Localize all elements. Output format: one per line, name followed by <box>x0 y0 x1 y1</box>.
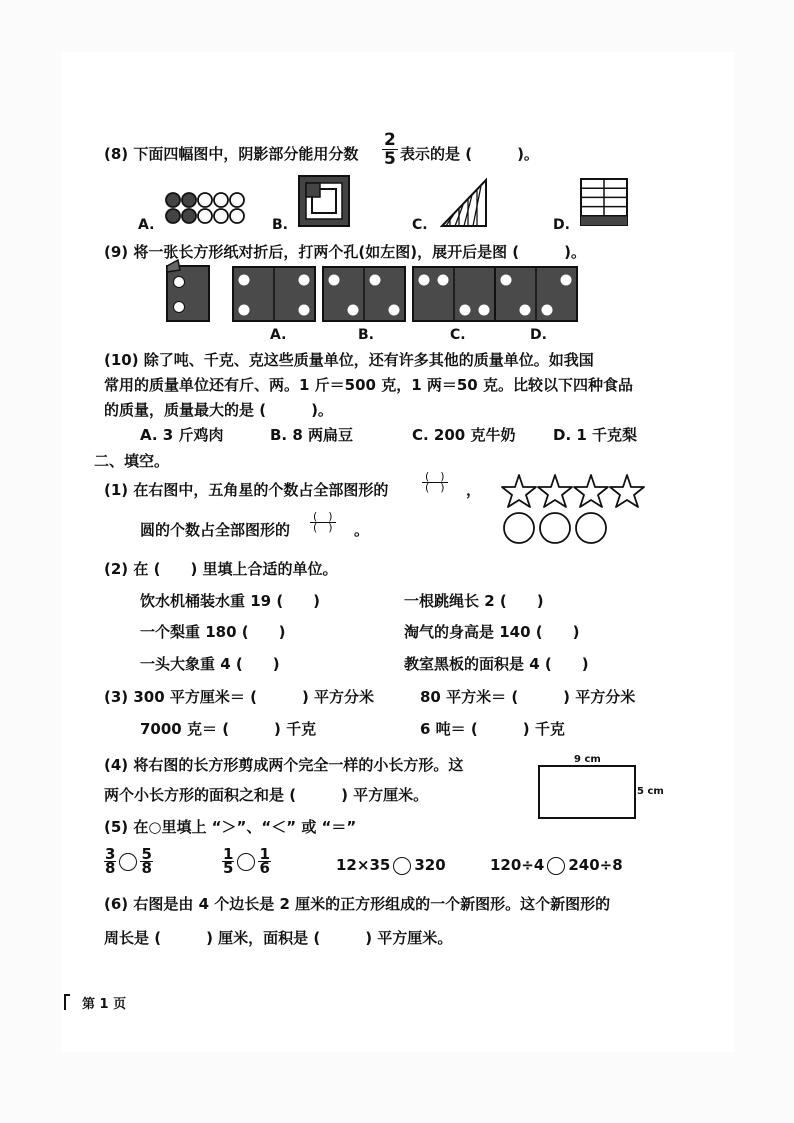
q8-text-a: (8) 下面四幅图中，阴影部分能用分数 <box>104 145 359 163</box>
f5-c1-right-denominator: 8 <box>141 859 152 877</box>
f5-c2-right-denominator: 6 <box>259 859 270 877</box>
q10-line2: 常用的质量单位还有斤、两。1 斤＝500 克，1 两＝50 克。比较以下四种食品 <box>104 376 633 394</box>
q9-option-a-label: A. <box>270 327 287 343</box>
star-icon <box>502 475 536 507</box>
circle-icon <box>576 513 606 543</box>
star-icon <box>538 475 572 507</box>
q8-option-b-label: B. <box>272 217 288 233</box>
star-icon <box>610 475 644 507</box>
f1-blank-denominator-1: ( ) <box>425 481 445 494</box>
f5-c1-left-numerator: 3 <box>105 845 116 863</box>
q9-text: (9) 将一张长方形纸对折后，打两个孔(如左图)，展开后是图 ( )。 <box>104 243 587 261</box>
f5-c2-blank-circle[interactable] <box>237 853 255 871</box>
f5-c2-left-denominator: 5 <box>223 859 234 877</box>
f5-title: (5) 在○里填上 “＞”、“＜” 或 “＝” <box>104 818 357 836</box>
q8-option-d-figure <box>580 178 628 226</box>
page-corner-mark <box>64 994 70 1010</box>
q9-option-c-label: C. <box>450 327 466 343</box>
q10-option-d: D. 1 千克梨 <box>553 426 638 444</box>
f1-blank-denominator-2: ( ) <box>313 521 333 534</box>
f6-line1: (6) 右图是由 4 个边长是 2 厘米的正方形组成的一个新图形。这个新图形的 <box>104 895 611 913</box>
q8-option-a-figure <box>165 192 245 226</box>
page-number: 第 1 页 <box>82 997 127 1012</box>
q8-option-a-label: A. <box>138 217 155 233</box>
star-icon <box>574 475 608 507</box>
f5-compare-2 <box>222 845 271 877</box>
f4-height-label: 5 cm <box>637 786 664 797</box>
q10-option-b: B. 8 两扁豆 <box>270 426 354 444</box>
f5-c3-blank-circle[interactable] <box>393 857 411 875</box>
q10-option-c: C. 200 克牛奶 <box>412 426 516 444</box>
f4-line1: (4) 将右图的长方形剪成两个完全一样的小长方形。这 <box>104 756 464 774</box>
f4-rectangle-figure <box>538 765 636 819</box>
f1-comma: ， <box>466 481 482 499</box>
f5-c3-right: 320 <box>414 856 446 874</box>
f5-c2-right-numerator: 1 <box>259 845 270 863</box>
q9-option-d-label: D. <box>530 327 547 343</box>
f3-item-a: (3) 300 平方厘米＝ ( ) 平方分米 <box>104 688 375 706</box>
f3-item-b: 80 平方米＝ ( ) 平方分米 <box>420 688 636 706</box>
f5-c1-left-denominator: 8 <box>105 859 116 877</box>
f1-shapes-figure <box>500 473 646 545</box>
f3-item-c: 7000 克＝ ( ) 千克 <box>140 720 317 738</box>
f1-blank-numerator-1: ( ) <box>422 472 448 483</box>
q9-folded-paper-figure <box>166 258 210 322</box>
f1-line1-text: (1) 在右图中，五角星的个数占全部图形的 <box>104 481 389 499</box>
f2-item-d: 淘气的身高是 140 ( ) <box>404 623 580 641</box>
q8-fraction-numerator: 2 <box>384 130 396 150</box>
q8-option-d-label: D. <box>553 217 570 233</box>
f2-title: (2) 在 ( ) 里填上合适的单位。 <box>104 560 338 578</box>
f2-item-e: 一头大象重 4 ( ) <box>140 655 280 673</box>
f5-c2-left-numerator: 1 <box>223 845 234 863</box>
q9-option-b-figure <box>322 266 406 322</box>
f1-period: 。 <box>354 521 370 539</box>
f3-item-d: 6 吨＝ ( ) 千克 <box>420 720 565 738</box>
f2-item-b: 一根跳绳长 2 ( ) <box>404 592 544 610</box>
f5-c4-right: 240÷8 <box>568 856 623 874</box>
q9-option-d-figure <box>494 266 578 322</box>
f5-compare-1 <box>104 845 153 877</box>
f2-item-f: 教室黑板的面积是 4 ( ) <box>404 655 589 673</box>
q8-option-c-label: C. <box>412 217 428 233</box>
f1-blank-numerator-2: ( ) <box>310 512 336 523</box>
q8-option-c-figure <box>440 178 490 228</box>
f1-blank-fraction-2 <box>310 512 336 533</box>
f4-line2: 两个小长方形的面积之和是 ( ) 平方厘米。 <box>104 786 429 804</box>
f1-line2-text: 圆的个数占全部图形的 <box>140 521 291 539</box>
q9-option-b-label: B. <box>358 327 374 343</box>
q10-option-a: A. 3 斤鸡肉 <box>140 426 224 444</box>
q8-fraction <box>382 131 398 168</box>
q10-line3: 的质量，质量最大的是 ( )。 <box>104 401 333 419</box>
f2-item-a: 饮水机桶装水重 19 ( ) <box>140 592 321 610</box>
q9-option-c-figure <box>412 266 496 322</box>
f2-item-c: 一个梨重 180 ( ) <box>140 623 286 641</box>
f5-c4-left: 120÷4 <box>490 856 545 874</box>
section-2-title: 二、填空。 <box>94 452 170 470</box>
f5-c1-right-numerator: 5 <box>141 845 152 863</box>
circle-icon <box>540 513 570 543</box>
q8-text-b: 表示的是 ( )。 <box>400 145 539 163</box>
f4-width-label: 9 cm <box>574 754 601 765</box>
q8-fraction-denominator: 5 <box>384 149 396 169</box>
q9-option-a-figure <box>232 266 316 322</box>
f1-blank-fraction-1 <box>422 472 448 493</box>
f5-c3-left: 12×35 <box>336 856 391 874</box>
f5-c4-blank-circle[interactable] <box>547 857 565 875</box>
f5-c1-blank-circle[interactable] <box>119 853 137 871</box>
f6-line2: 周长是 ( ) 厘米，面积是 ( ) 平方厘米。 <box>104 929 453 947</box>
q10-line1: (10) 除了吨、千克、克这些质量单位，还有许多其他的质量单位。如我国 <box>104 351 594 369</box>
q8-option-b-figure <box>298 175 350 227</box>
circle-icon <box>504 513 534 543</box>
f5-compare-4 <box>490 856 623 875</box>
f5-compare-3 <box>336 856 446 875</box>
